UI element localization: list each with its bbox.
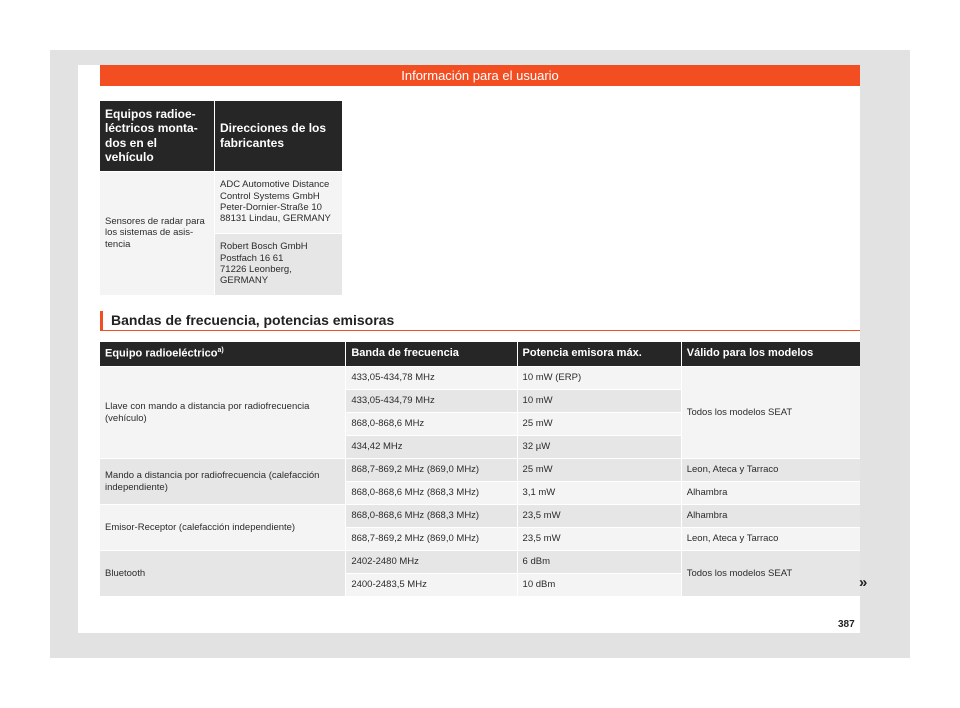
band-cell: 868,7-869,2 MHz (869,0 MHz) xyxy=(346,528,516,550)
models-cell: Leon, Ateca y Tarraco xyxy=(682,459,860,481)
page-header-title: Información para el usuario xyxy=(100,65,860,86)
equipment-cell: Emisor-Receptor (calefacción independiente) xyxy=(100,505,345,550)
band-cell: 868,0-868,6 MHz (868,3 MHz) xyxy=(346,482,516,504)
power-cell: 10 dBm xyxy=(518,574,681,596)
band-cell: 2400-2483,5 MHz xyxy=(346,574,516,596)
band-cell: 433,05-434,78 MHz xyxy=(346,367,516,389)
footnote-mark: a) xyxy=(217,347,224,355)
manufacturers-col1-header: Equipos radioe- léctricos monta- dos en el vehículo xyxy=(100,101,214,171)
manufacturers-table xyxy=(99,100,343,296)
equipment-cell: Bluetooth xyxy=(100,551,345,596)
continue-mark: » xyxy=(859,574,868,591)
freq-header-equipment-text: Equipo radioeléctrico xyxy=(105,347,218,360)
band-cell: 434,42 MHz xyxy=(346,436,516,458)
freq-header-equipment xyxy=(100,342,345,366)
freq-header-power: Potencia emisora máx. xyxy=(518,342,681,366)
power-cell: 23,5 mW xyxy=(518,528,681,550)
power-cell: 32 µW xyxy=(518,436,681,458)
freq-header-models: Válido para los modelos xyxy=(682,342,860,366)
table-row xyxy=(100,551,860,573)
power-cell: 6 dBm xyxy=(518,551,681,573)
power-cell: 3,1 mW xyxy=(518,482,681,504)
band-cell: 868,0-868,6 MHz (868,3 MHz) xyxy=(346,505,516,527)
table-row xyxy=(100,367,860,389)
models-cell: Alhambra xyxy=(682,482,860,504)
table-row xyxy=(100,505,860,527)
band-cell: 868,7-869,2 MHz (869,0 MHz) xyxy=(346,459,516,481)
manufacturers-col2-header: Direcciones de los fabricantes xyxy=(215,101,342,171)
models-cell: Leon, Ateca y Tarraco xyxy=(682,528,860,550)
band-cell: 868,0-868,6 MHz xyxy=(346,413,516,435)
band-cell: 2402-2480 MHz xyxy=(346,551,516,573)
power-cell: 25 mW xyxy=(518,413,681,435)
power-cell: 10 mW (ERP) xyxy=(518,367,681,389)
power-cell: 10 mW xyxy=(518,390,681,412)
frequency-table xyxy=(99,341,861,597)
manufacturer-address: Robert Bosch GmbH Postfach 16 61 71226 Leonberg, GERMANY xyxy=(215,234,342,295)
power-cell: 25 mW xyxy=(518,459,681,481)
freq-header-band: Banda de frecuencia xyxy=(346,342,516,366)
equipment-cell: Llave con mando a distancia por radiofrecuencia (vehículo) xyxy=(100,367,345,458)
manufacturer-address: ADC Automotive Distance Control Systems GmbH Peter-Dornier-Straße 10 88131 Lindau, GERMANY xyxy=(215,172,342,233)
section-title: Bandas de frecuencia, potencias emisoras xyxy=(100,311,860,331)
table-row xyxy=(100,459,860,481)
power-cell: 23,5 mW xyxy=(518,505,681,527)
manufacturers-row-label: Sensores de radar para los sistemas de asis- tencia xyxy=(100,172,214,295)
equipment-cell: Mando a distancia por radiofrecuencia (calefacción independiente) xyxy=(100,459,345,504)
page-number: 387 xyxy=(838,619,855,630)
models-cell: Alhambra xyxy=(682,505,860,527)
models-cell: Todos los modelos SEAT xyxy=(682,367,860,458)
models-cell: Todos los modelos SEAT xyxy=(682,551,860,596)
band-cell: 433,05-434,79 MHz xyxy=(346,390,516,412)
